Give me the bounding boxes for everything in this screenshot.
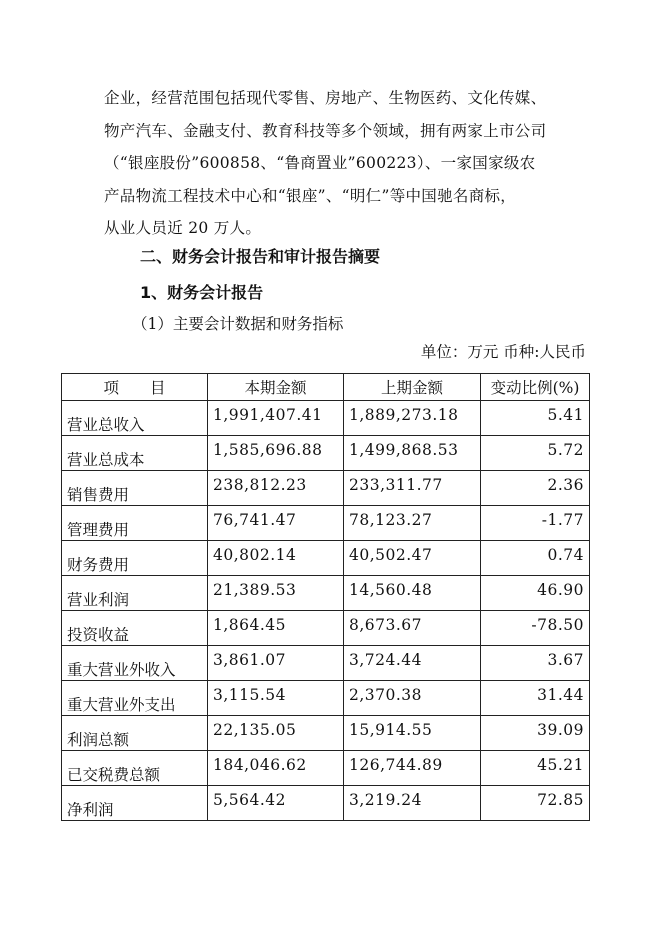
row-item-cell: 利润总额 [62,716,208,751]
row-change-cell: 46.90 [481,576,590,611]
row-current-cell: 184,046.62 [208,751,344,786]
section-heading: 二、财务会计报告和审计报告摘要 [140,247,381,266]
row-item-cell: 营业利润 [62,576,208,611]
row-item-cell: 重大营业外支出 [62,681,208,716]
row-previous-cell: 2,370.38 [344,681,481,716]
row-change-cell: 45.21 [481,751,590,786]
row-current-cell: 76,741.47 [208,506,344,541]
table-row [62,751,590,786]
financial-table [61,373,590,821]
header-item: 项 目 [62,374,208,401]
row-item-cell: 投资收益 [62,611,208,646]
table-row [62,576,590,611]
row-previous-cell: 78,123.27 [344,506,481,541]
row-current-cell: 1,585,696.88 [208,436,344,471]
row-change-cell: -1.77 [481,506,590,541]
row-change-cell: 39.09 [481,716,590,751]
row-previous-cell: 40,502.47 [344,541,481,576]
row-item-cell: 净利润 [62,786,208,821]
paragraph-line: （“银座股份”600858、“鲁商置业”600223）、一家国家级农 [104,154,536,173]
row-change-cell: 31.44 [481,681,590,716]
table-row [62,681,590,716]
paragraph-line: 企业，经营范围包括现代零售、房地产、生物医药、文化传媒、 [104,89,547,107]
table-row [62,506,590,541]
table-row [62,611,590,646]
header-current: 本期金额 [208,374,344,401]
row-current-cell: 238,812.23 [208,471,344,506]
row-change-cell: 0.74 [481,541,590,576]
table-row [62,541,590,576]
table-row [62,646,590,681]
row-item-cell: 财务费用 [62,541,208,576]
row-change-cell: 2.36 [481,471,590,506]
table-row [62,471,590,506]
row-item-cell: 已交税费总额 [62,751,208,786]
table-row [62,786,590,821]
row-item-cell: 营业总成本 [62,436,208,471]
row-previous-cell: 126,744.89 [344,751,481,786]
header-previous: 上期金额 [344,374,481,401]
row-previous-cell: 3,219.24 [344,786,481,821]
row-current-cell: 40,802.14 [208,541,344,576]
row-item-cell: 管理费用 [62,506,208,541]
table-header-row [62,374,590,401]
row-current-cell: 21,389.53 [208,576,344,611]
row-previous-cell: 3,724.44 [344,646,481,681]
table-row [62,436,590,471]
row-current-cell: 1,991,407.41 [208,401,344,436]
row-previous-cell: 8,673.67 [344,611,481,646]
row-change-cell: -78.50 [481,611,590,646]
row-current-cell: 3,861.07 [208,646,344,681]
row-change-cell: 3.67 [481,646,590,681]
row-current-cell: 22,135.05 [208,716,344,751]
table-row [62,716,590,751]
paragraph-line: 物产汽车、金融支付、教育科技等多个领域，拥有两家上市公司 [104,121,547,140]
row-change-cell: 72.85 [481,786,590,821]
paragraph-line: 产品物流工程技术中心和“银座”、“明仁”等中国驰名商标， [104,186,517,205]
row-current-cell: 5,564.42 [208,786,344,821]
row-item-cell: 重大营业外收入 [62,646,208,681]
header-change: 变动比例(%) [481,374,590,401]
row-previous-cell: 1,499,868.53 [344,436,481,471]
row-item-cell: 营业总收入 [62,401,208,436]
row-item-cell: 销售费用 [62,471,208,506]
intro-paragraph [104,82,574,245]
row-change-cell: 5.72 [481,436,590,471]
paragraph-line: 从业人员近 20 万人。 [104,219,262,238]
unit-note: 单位：万元 币种:人民币 [420,343,586,361]
row-current-cell: 1,864.45 [208,611,344,646]
row-current-cell: 3,115.54 [208,681,344,716]
row-previous-cell: 233,311.77 [344,471,481,506]
row-previous-cell: 1,889,273.18 [344,401,481,436]
sub-item-heading: （1）主要会计数据和财务指标 [132,315,344,333]
row-previous-cell: 15,914.55 [344,716,481,751]
subsection-heading: 1、财务会计报告 [140,283,264,302]
row-previous-cell: 14,560.48 [344,576,481,611]
row-change-cell: 5.41 [481,401,590,436]
table-row [62,401,590,436]
